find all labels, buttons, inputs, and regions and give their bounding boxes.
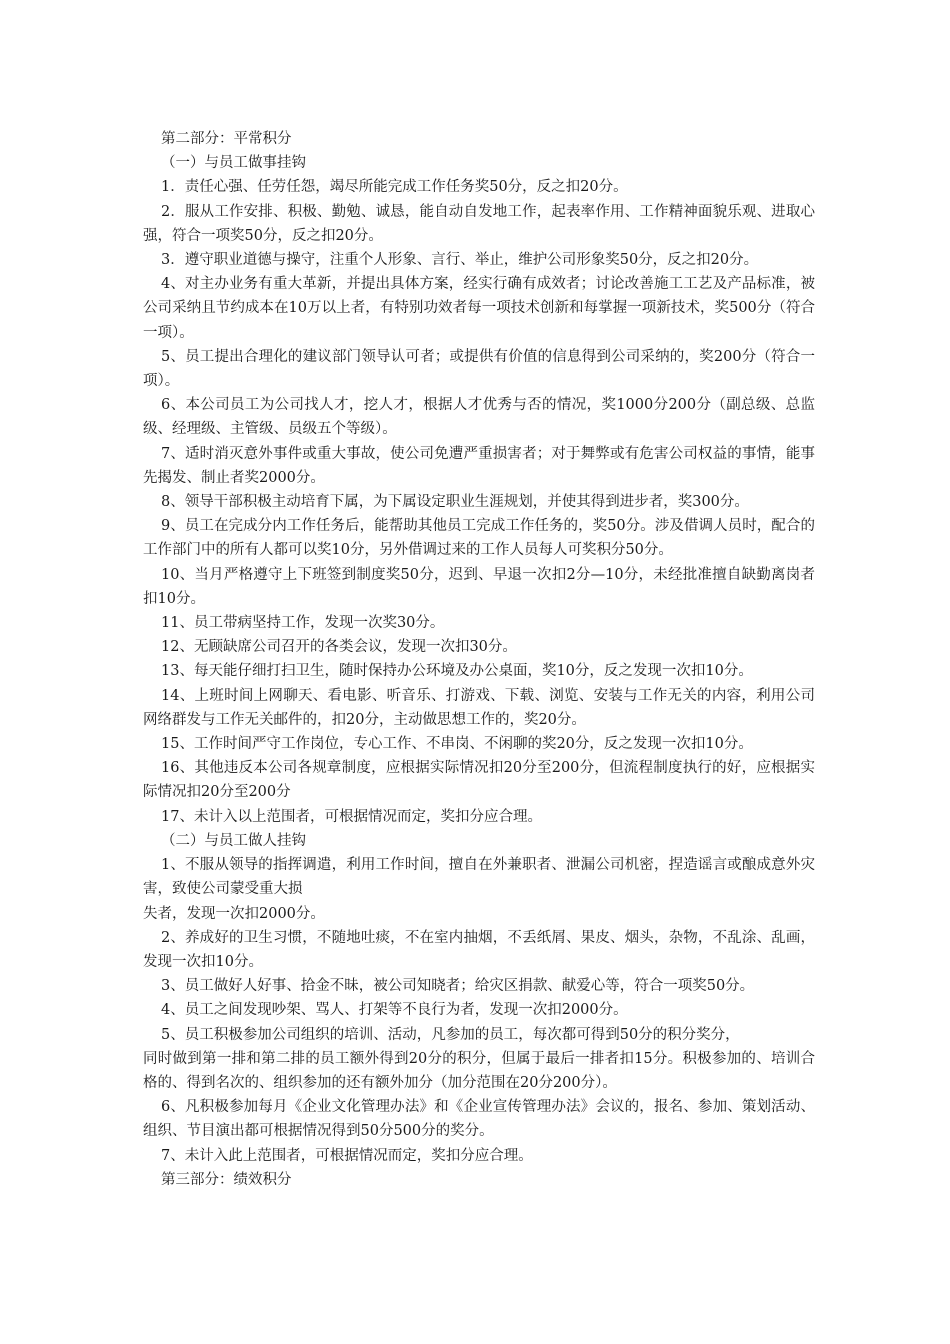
rule-item: 3、员工做好人好事、拾金不昧，被公司知晓者；给灾区捐款、献爱心等，符合一项奖50分。 xyxy=(161,978,755,995)
rule-item: 1．责任心强、任劳任怨，竭尽所能完成工作任务奖50分，反之扣20分。 xyxy=(161,179,628,196)
rule-item: 5、员工提出合理化的建议部门领导认可者；或提供有价值的信息得到公司采纳的，奖200分（符合一项）。 xyxy=(143,348,815,390)
rule-item: 4、对主办业务有重大革新，并提出具体方案，经实行确有成效者；讨论改善施工工艺及产品标准，被公司采纳且节约成本在10万以上者，有特别功效者每一项技术创新和每掌握一项新技术，奖500分（符合一项）。 xyxy=(143,276,815,341)
rule-item: 6、凡积极参加每月《企业文化管理办法》和《企业宣传管理办法》会议的，报名、参加、策划活动、组织、节目演出都可根据情况得到50分500分的奖分。 xyxy=(143,1099,815,1140)
rule-item-continuation: 同时做到第一排和第二排的员工额外得到20分的积分，但属于最后一排者扣15分。积极参加的、培训合格的、得到名次的、组织参加的还有额外加分（加分范围在20分200分）。 xyxy=(143,1050,815,1091)
rule-item: 13、每天能仔细打扫卫生，随时保持办公环境及办公桌面，奖10分，反之发现一次扣10分。 xyxy=(161,663,753,680)
rule-item: 10、当月严格遵守上下班签到制度奖50分，迟到、早退一次扣2分—10分，未经批准擅自缺勤离岗者扣10分。 xyxy=(143,566,815,607)
subsection-1-title: （一）与员工做事挂钩 xyxy=(161,155,306,172)
rule-item: 9、员工在完成分内工作任务后，能帮助其他员工完成工作任务的，奖50分。涉及借调人员时，配合的工作部门中的所有人都可以奖10分，另外借调过来的工作人员每人可奖积分50分。 xyxy=(143,518,815,559)
rule-item: 6、本公司员工为公司找人才，挖人才，根据人才优秀与否的情况，奖1000分200分（副总级、总监级、经理级、主管级、员级五个等级）。 xyxy=(143,397,815,438)
rule-item-continuation: 失者，发现一次扣2000分。 xyxy=(143,905,325,922)
rule-item: 7、适时消灭意外事件或重大事故，使公司免遭严重损害者；对于舞弊或有危害公司权益的事情，能事先揭发、制止者奖2000分。 xyxy=(143,445,815,486)
rule-item: 14、上班时间上网聊天、看电影、听音乐、打游戏、下载、浏览、安装与工作无关的内容，利用公司网络群发与工作无关邮件的，扣20分，主动做思想工作的，奖20分。 xyxy=(143,687,815,728)
rule-item: 3．遵守职业道德与操守，注重个人形象、言行、举止，维护公司形象奖50分，反之扣20分。 xyxy=(161,252,759,269)
rule-item: 17、未计入以上范围者，可根据情况而定，奖扣分应合理。 xyxy=(161,808,542,825)
section-2-title: 第二部分：平常积分 xyxy=(161,131,292,147)
document-body xyxy=(143,127,815,1192)
section-3-title: 第三部分：绩效积分 xyxy=(161,1171,292,1188)
rule-item: 2、养成好的卫生习惯，不随地吐痰，不在室内抽烟，不丢纸屑、果皮、烟头，杂物，不乱涂、乱画，发现一次扣10分。 xyxy=(143,929,815,970)
rule-item: 5、员工积极参加公司组织的培训、活动，凡参加的员工，每次都可得到50分的积分奖分， xyxy=(161,1026,740,1043)
rule-item: 7、未计入此上范围者，可根据情况而定，奖扣分应合理。 xyxy=(161,1147,533,1164)
rule-item: 8、领导干部积极主动培育下属，为下属设定职业生涯规划，并使其得到进步者，奖300分。 xyxy=(161,494,749,511)
rule-item: 2．服从工作安排、积极、勤勉、诚恳，能自动自发地工作，起表率作用、工作精神面貌乐观、进取心强，符合一项奖50分，反之扣20分。 xyxy=(143,203,815,244)
rule-item: 4、员工之间发现吵架、骂人、打架等不良行为者，发现一次扣2000分。 xyxy=(161,1002,628,1019)
rule-item: 11、员工带病坚持工作，发现一次奖30分。 xyxy=(161,615,445,632)
subsection-2-title: （二）与员工做人挂钩 xyxy=(161,832,306,849)
rule-item: 12、无顾缺席公司召开的各类会议，发现一次扣30分。 xyxy=(161,639,517,656)
rule-item: 15、工作时间严守工作岗位，专心工作、不串岗、不闲聊的奖20分，反之发现一次扣10分。 xyxy=(161,736,753,753)
rule-item: 16、其他违反本公司各规章制度，应根据实际情况扣20分至200分，但流程制度执行的好，应根据实际情况扣20分至200分 xyxy=(143,760,815,801)
rule-item: 1、不服从领导的指挥调遣，利用工作时间，擅自在外兼职者、泄漏公司机密，捏造谣言或酿成意外灾害，致使公司蒙受重大损 xyxy=(143,857,815,898)
